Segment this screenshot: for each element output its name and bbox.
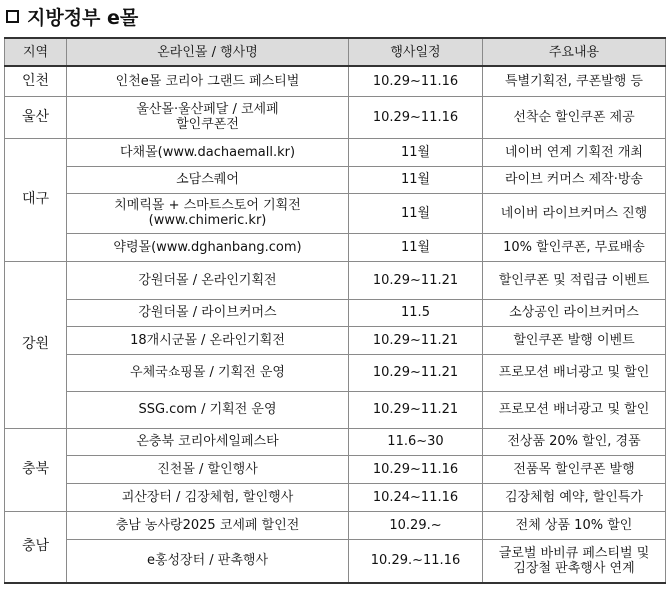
table-row xyxy=(5,138,666,166)
region-cell: 인천 xyxy=(5,66,67,96)
event-table xyxy=(4,37,666,584)
table-row xyxy=(5,391,666,428)
table-header-row xyxy=(5,38,666,66)
checkbox-square-icon xyxy=(6,10,19,23)
mall-event-cell: 소담스퀘어 xyxy=(67,166,349,193)
table-row xyxy=(5,299,666,326)
schedule-cell: 10.29~11.16 xyxy=(349,96,483,138)
table-row xyxy=(5,66,666,96)
schedule-cell: 10.29~11.21 xyxy=(349,326,483,354)
schedule-cell: 11월 xyxy=(349,138,483,166)
schedule-cell: 10.29~11.21 xyxy=(349,261,483,299)
section-title-text: 지방정부 e몰 xyxy=(27,6,139,29)
schedule-cell: 10.29~11.16 xyxy=(349,66,483,96)
mall-event-cell: 진천몰 / 할인행사 xyxy=(67,455,349,483)
table-row xyxy=(5,193,666,233)
schedule-cell: 11.5 xyxy=(349,299,483,326)
region-cell: 울산 xyxy=(5,96,67,138)
header-content: 주요내용 xyxy=(483,38,666,66)
mall-event-cell: 강원더몰 / 라이브커머스 xyxy=(67,299,349,326)
table-row xyxy=(5,233,666,261)
schedule-cell: 11월 xyxy=(349,233,483,261)
table-row xyxy=(5,539,666,583)
content-cell: 전체 상품 10% 할인 xyxy=(483,511,666,539)
region-cell: 충북 xyxy=(5,428,67,511)
table-row xyxy=(5,96,666,138)
mall-event-cell: 우체국쇼핑몰 / 기획전 운영 xyxy=(67,354,349,391)
table-row xyxy=(5,428,666,455)
content-cell: 전상품 20% 할인, 경품 xyxy=(483,428,666,455)
schedule-cell: 11월 xyxy=(349,166,483,193)
table-body xyxy=(5,66,666,583)
mall-event-cell: 온충북 코리아세일페스타 xyxy=(67,428,349,455)
content-cell: 할인쿠폰 발행 이벤트 xyxy=(483,326,666,354)
content-cell: 네이버 라이브커머스 진행 xyxy=(483,193,666,233)
section-title xyxy=(6,2,138,30)
header-region: 지역 xyxy=(5,38,67,66)
mall-event-cell: e홍성장터 / 판촉행사 xyxy=(67,539,349,583)
content-cell: 선착순 할인쿠폰 제공 xyxy=(483,96,666,138)
content-cell: 김장체험 예약, 할인특가 xyxy=(483,483,666,511)
schedule-cell: 10.29~11.16 xyxy=(349,455,483,483)
region-cell: 충남 xyxy=(5,511,67,583)
schedule-cell: 10.29~11.21 xyxy=(349,391,483,428)
content-cell: 특별기획전, 쿠폰발행 등 xyxy=(483,66,666,96)
table-row xyxy=(5,326,666,354)
content-cell: 네이버 연계 기획전 개최 xyxy=(483,138,666,166)
content-cell: 라이브 커머스 제작·방송 xyxy=(483,166,666,193)
content-cell: 10% 할인쿠폰, 무료배송 xyxy=(483,233,666,261)
mall-event-cell: 약령몰(www.dghanbang.com) xyxy=(67,233,349,261)
mall-event-cell: 다채몰(www.dachaemall.kr) xyxy=(67,138,349,166)
schedule-cell: 11월 xyxy=(349,193,483,233)
schedule-cell: 10.24~11.16 xyxy=(349,483,483,511)
schedule-cell: 10.29~11.21 xyxy=(349,354,483,391)
table-row xyxy=(5,455,666,483)
table-row xyxy=(5,166,666,193)
mall-event-cell: 충남 농사랑2025 코세페 할인전 xyxy=(67,511,349,539)
content-cell: 소상공인 라이브커머스 xyxy=(483,299,666,326)
mall-event-cell: 괴산장터 / 김장체험, 할인행사 xyxy=(67,483,349,511)
content-cell: 프로모션 배너광고 및 할인 xyxy=(483,391,666,428)
region-cell: 강원 xyxy=(5,261,67,428)
mall-event-cell: 18개시군몰 / 온라인기획전 xyxy=(67,326,349,354)
table-row xyxy=(5,261,666,299)
table-row xyxy=(5,483,666,511)
table-row xyxy=(5,511,666,539)
mall-event-cell: 강원더몰 / 온라인기획전 xyxy=(67,261,349,299)
content-cell: 글로벌 바비큐 페스티벌 및 김장철 판촉행사 연계 xyxy=(483,539,666,583)
content-cell: 할인쿠폰 및 적립금 이벤트 xyxy=(483,261,666,299)
mall-event-cell: 인천e몰 코리아 그랜드 페스티벌 xyxy=(67,66,349,96)
region-cell: 대구 xyxy=(5,138,67,261)
content-cell: 전품목 할인쿠폰 발행 xyxy=(483,455,666,483)
schedule-cell: 10.29.~11.16 xyxy=(349,539,483,583)
mall-event-cell: SSG.com / 기획전 운영 xyxy=(67,391,349,428)
header-schedule: 행사일정 xyxy=(349,38,483,66)
mall-event-cell: 울산몰·울산페달 / 코세페 할인쿠폰전 xyxy=(67,96,349,138)
table-row xyxy=(5,354,666,391)
schedule-cell: 11.6~30 xyxy=(349,428,483,455)
schedule-cell: 10.29.~ xyxy=(349,511,483,539)
content-cell: 프로모션 배너광고 및 할인 xyxy=(483,354,666,391)
header-mall-event: 온라인몰 / 행사명 xyxy=(67,38,349,66)
mall-event-cell: 치메릭몰 + 스마트스토어 기획전 (www.chimeric.kr) xyxy=(67,193,349,233)
